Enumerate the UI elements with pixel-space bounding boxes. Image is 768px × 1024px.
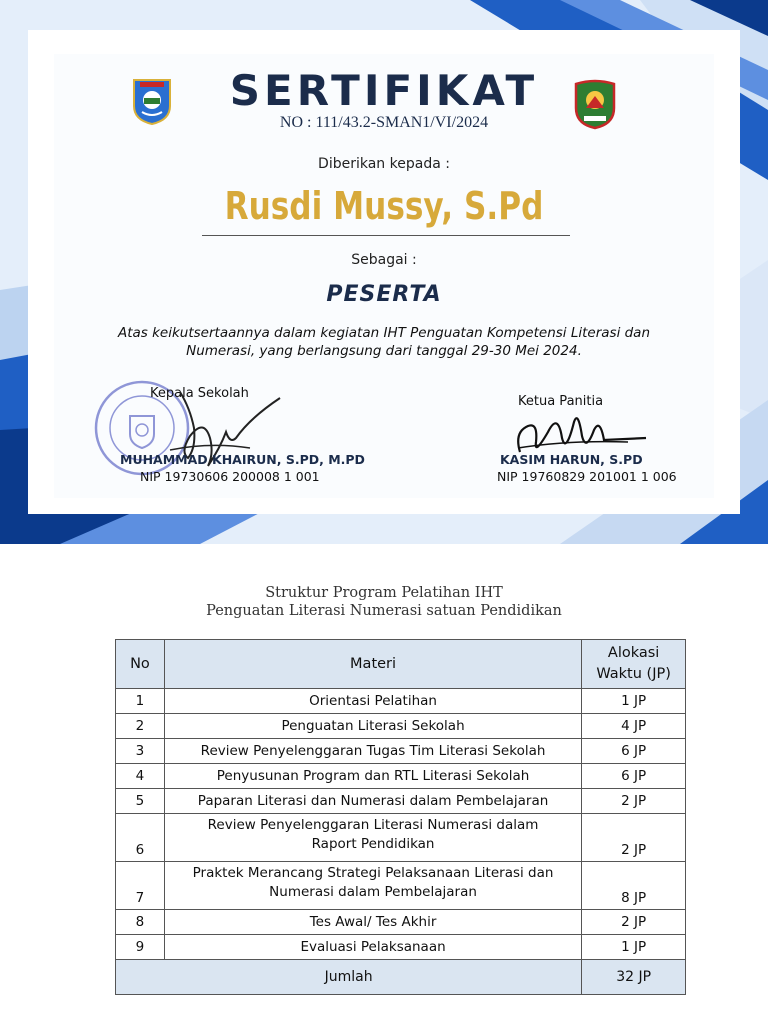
header-materi: Materi	[164, 640, 581, 689]
principal-name: MUHAMMAD KHAIRUN, S.PD, M.PD	[120, 452, 365, 467]
header-alokasi-line1: Alokasi	[607, 645, 660, 661]
participant-role: PESERTA	[326, 282, 442, 307]
table-row	[116, 789, 686, 814]
name-underline	[202, 235, 570, 236]
row-jp: 8 JP	[582, 862, 686, 910]
row-materi: Penyusunan Program dan RTL Literasi Sekolah	[164, 764, 581, 789]
row-materi: Orientasi Pelatihan	[164, 689, 581, 714]
as-label: Sebagai :	[351, 252, 417, 268]
principal-nip: NIP 19730606 200008 1 001	[140, 469, 320, 484]
row-materi	[164, 862, 581, 910]
recipient-name: Rusdi Mussy, S.Pd	[224, 184, 544, 228]
row-no: 7	[116, 862, 165, 910]
row-no: 8	[116, 910, 165, 935]
table-row	[116, 910, 686, 935]
row-materi-line2: Raport Pendidikan	[311, 836, 435, 852]
row-materi: Tes Awal/ Tes Akhir	[164, 910, 581, 935]
row-materi	[164, 814, 581, 862]
table-row	[116, 764, 686, 789]
row-materi: Review Penyelenggaran Tugas Tim Literasi Sekolah	[164, 739, 581, 764]
row-no: 6	[116, 814, 165, 862]
table-row	[116, 714, 686, 739]
header-no: No	[116, 640, 165, 689]
row-materi-line1: Praktek Merancang Strategi Pelaksanaan Literasi dan	[192, 865, 554, 881]
total-label: Jumlah	[116, 960, 582, 995]
row-jp: 1 JP	[582, 689, 686, 714]
committee-chair-nip: NIP 19760829 201001 1 006	[497, 469, 677, 484]
row-jp: 1 JP	[582, 935, 686, 960]
program-title-line2: Penguatan Literasi Numerasi satuan Pendidikan	[206, 603, 562, 619]
row-jp: 2 JP	[582, 789, 686, 814]
table-row	[116, 862, 686, 910]
committee-chair-title: Ketua Panitia	[518, 394, 604, 409]
row-no: 9	[116, 935, 165, 960]
table-row	[116, 814, 686, 862]
certificate-number: NO : 111/43.2-SMAN1/VI/2024	[279, 114, 489, 131]
program-title-line1: Struktur Program Pelatihan IHT	[265, 585, 503, 601]
row-jp: 2 JP	[582, 814, 686, 862]
program-table	[115, 639, 686, 995]
row-no: 4	[116, 764, 165, 789]
row-materi: Paparan Literasi dan Numerasi dalam Pembelajaran	[164, 789, 581, 814]
given-to-label: Diberikan kepada :	[318, 156, 450, 172]
table-row	[116, 935, 686, 960]
total-jp: 32 JP	[582, 960, 686, 995]
table-total-row	[116, 960, 686, 995]
program-title	[0, 584, 768, 620]
table-row	[116, 739, 686, 764]
committee-chair-name: KASIM HARUN, S.PD	[500, 452, 643, 467]
certificate-description: Atas keikutsertaannya dalam kegiatan IHT Penguatan Kompetensi Literasi dan Numerasi, yang berlangsung dari tanggal 29-30 Mei 2024.	[117, 325, 651, 359]
table-header-row	[116, 640, 686, 689]
row-materi-line2: Numerasi dalam Pembelajaran	[269, 884, 477, 900]
row-materi: Penguatan Literasi Sekolah	[164, 714, 581, 739]
row-jp: 2 JP	[582, 910, 686, 935]
row-no: 1	[116, 689, 165, 714]
row-no: 2	[116, 714, 165, 739]
table-row	[116, 689, 686, 714]
row-materi: Evaluasi Pelaksanaan	[164, 935, 581, 960]
row-no: 5	[116, 789, 165, 814]
certificate-title: SERTIFIKAT	[229, 66, 539, 115]
row-no: 3	[116, 739, 165, 764]
row-jp: 6 JP	[582, 764, 686, 789]
header-alokasi	[582, 640, 686, 689]
principal-title: Kepala Sekolah	[150, 386, 249, 401]
row-materi-line1: Review Penyelenggaran Literasi Numerasi dalam	[207, 817, 539, 833]
row-jp: 6 JP	[582, 739, 686, 764]
row-jp: 4 JP	[582, 714, 686, 739]
header-alokasi-line2: Waktu (JP)	[596, 666, 671, 682]
